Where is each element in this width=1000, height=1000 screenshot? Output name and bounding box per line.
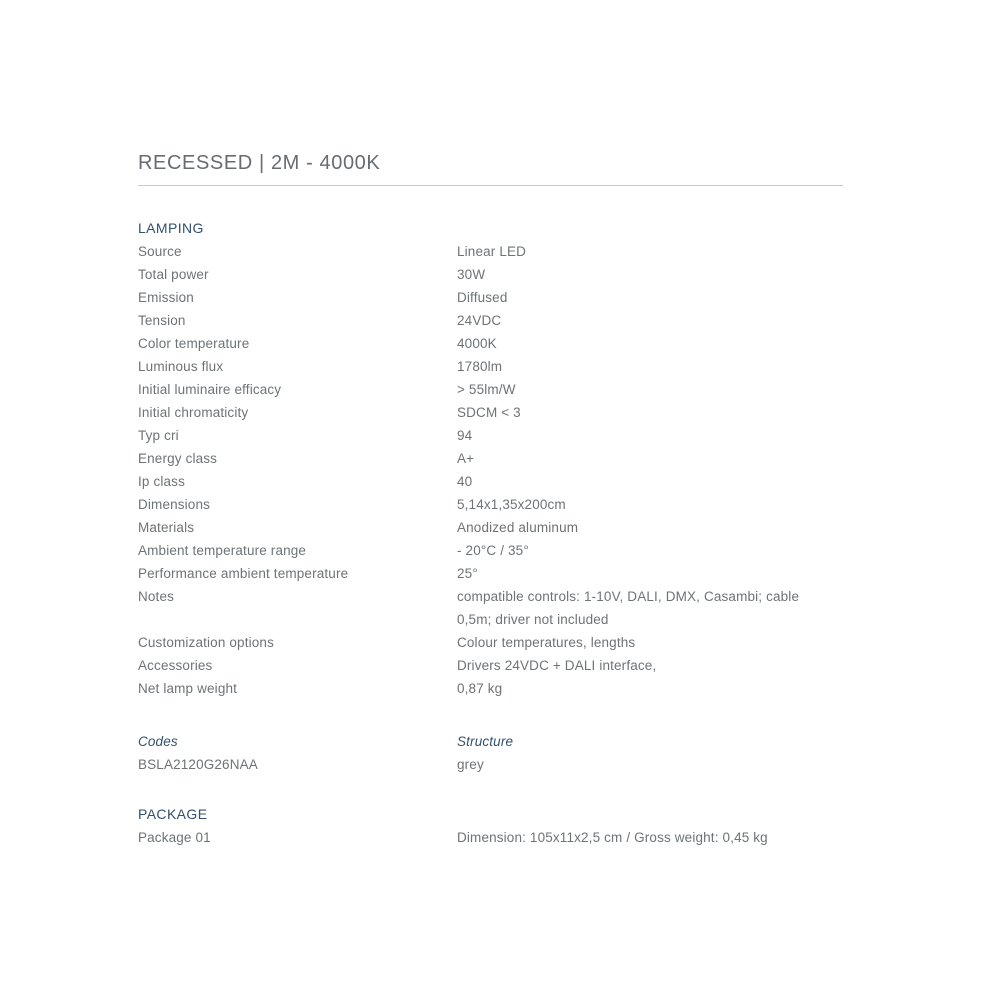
structure-heading: Structure — [457, 734, 514, 749]
spec-value: Anodized aluminum — [457, 520, 579, 535]
spec-row — [138, 401, 860, 424]
spec-label: Initial luminaire efficacy — [138, 382, 282, 397]
page-title: RECESSED | 2M - 4000K — [138, 152, 381, 174]
spec-label: Energy class — [138, 451, 218, 466]
spec-row — [138, 378, 860, 401]
spec-label: Net lamp weight — [138, 681, 238, 696]
spec-row — [138, 539, 860, 562]
spec-value: Colour temperatures, lengths — [457, 635, 636, 650]
spec-row — [138, 654, 860, 677]
spec-label: Ambient temperature range — [138, 543, 307, 558]
spec-value: Drivers 24VDC + DALI interface, — [457, 658, 657, 673]
package-section — [138, 803, 860, 849]
spec-value: - 20°C / 35° — [457, 543, 529, 558]
package-heading: PACKAGE — [138, 806, 208, 822]
spec-label: Materials — [138, 520, 195, 535]
spec-row — [138, 677, 860, 700]
spec-value: Diffused — [457, 290, 508, 305]
spec-row — [138, 516, 860, 539]
spec-row — [138, 240, 860, 263]
spec-row — [138, 286, 860, 309]
spec-label: Source — [138, 244, 182, 259]
spec-value: 1780lm — [457, 359, 503, 374]
spec-value: 30W — [457, 267, 486, 282]
package-rows — [138, 826, 860, 849]
spec-value: 40 — [457, 474, 473, 489]
spec-value: 94 — [457, 428, 473, 443]
spec-row — [138, 332, 860, 355]
spec-value: > 55lm/W — [457, 382, 516, 397]
spec-value: Dimension: 105x11x2,5 cm / Gross weight: 0,45 kg — [457, 830, 768, 845]
spec-label: Total power — [138, 267, 209, 282]
lamping-section — [138, 217, 860, 700]
codes-structure-section — [138, 730, 860, 776]
spec-row — [138, 447, 860, 470]
spec-label: Initial chromaticity — [138, 405, 249, 420]
spec-label: Customization options — [138, 635, 274, 650]
spec-row — [138, 631, 860, 654]
codes-structure-values-row — [138, 753, 860, 776]
spec-label: Luminous flux — [138, 359, 224, 374]
spec-row — [138, 424, 860, 447]
spec-value: SDCM < 3 — [457, 405, 521, 420]
lamping-heading: LAMPING — [138, 220, 204, 236]
spec-label: Package 01 — [138, 830, 211, 845]
codes-heading: Codes — [138, 734, 178, 749]
spec-row — [138, 263, 860, 286]
spec-row — [138, 309, 860, 332]
spec-value: 4000K — [457, 336, 497, 351]
spec-row — [138, 826, 860, 849]
spec-label: Typ cri — [138, 428, 179, 443]
title-divider — [138, 185, 843, 186]
spec-row — [138, 470, 860, 493]
lamping-rows — [138, 240, 860, 700]
spec-label: Ip class — [138, 474, 185, 489]
spec-row — [138, 355, 860, 378]
spec-label: Tension — [138, 313, 186, 328]
spec-row — [138, 493, 860, 516]
spec-value: 0,87 kg — [457, 681, 503, 696]
codes-structure-headings-row — [138, 730, 860, 753]
spec-label: Notes — [138, 589, 175, 604]
spec-value: 24VDC — [457, 313, 502, 328]
structure-color-value: grey — [457, 757, 484, 772]
spec-label: Dimensions — [138, 497, 211, 512]
spec-label: Performance ambient temperature — [138, 566, 349, 581]
spec-row — [138, 585, 860, 631]
spec-value: Linear LED — [457, 244, 527, 259]
product-code-value: BSLA2120G26NAA — [138, 757, 258, 772]
spec-label: Emission — [138, 290, 194, 305]
spec-value: 5,14x1,35x200cm — [457, 497, 566, 512]
spec-value: A+ — [457, 451, 475, 466]
spec-row — [138, 562, 860, 585]
spec-label: Color temperature — [138, 336, 250, 351]
spec-value: 25° — [457, 566, 478, 581]
spec-label: Accessories — [138, 658, 213, 673]
spec-value: compatible controls: 1-10V, DALI, DMX, Casambi; cable 0,5m; driver not included — [457, 589, 800, 627]
